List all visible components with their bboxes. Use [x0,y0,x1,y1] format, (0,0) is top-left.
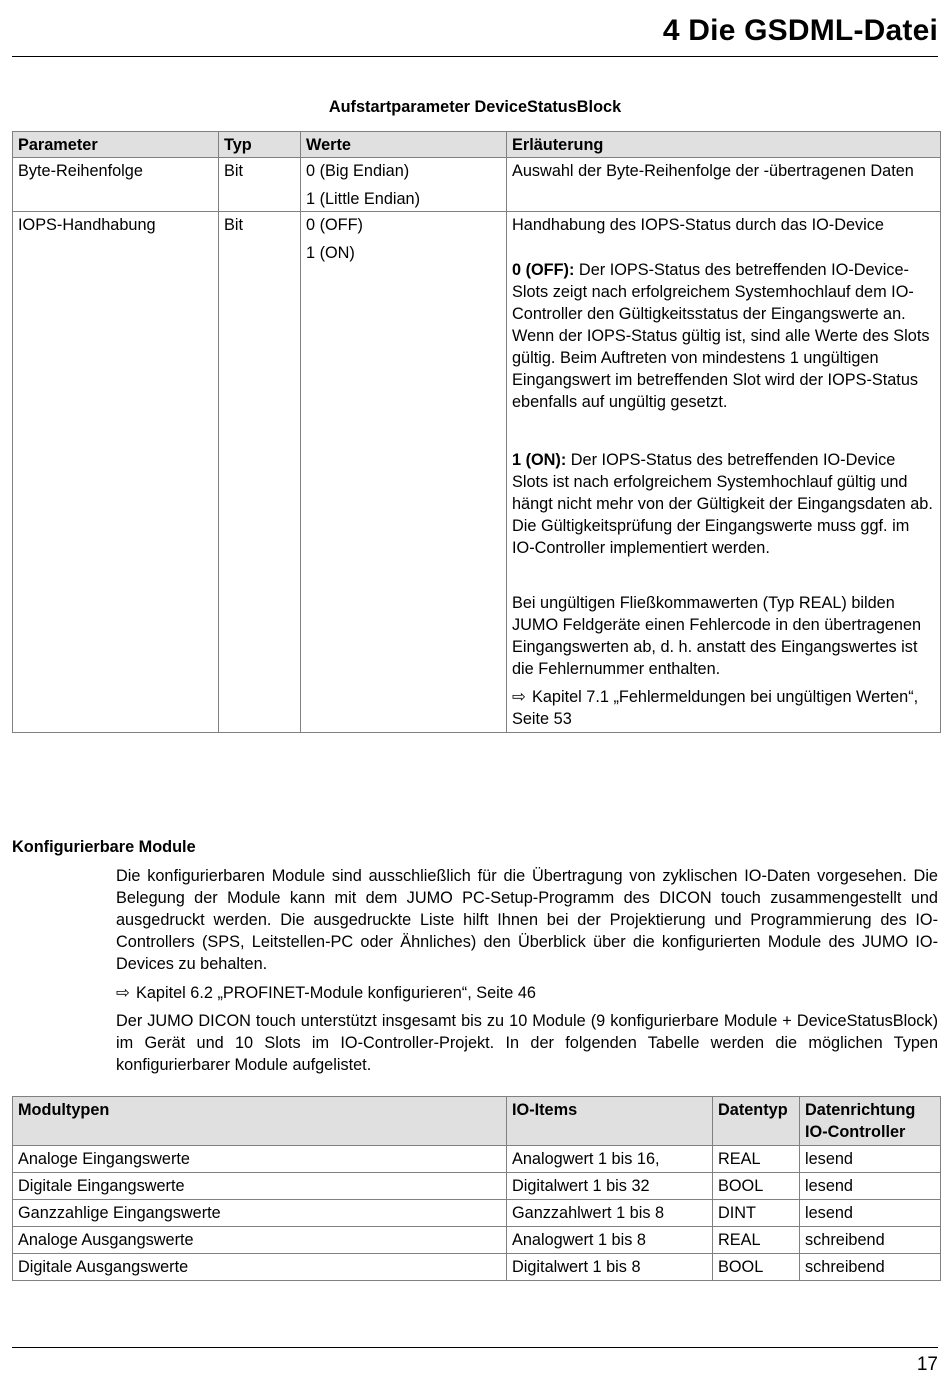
explanation-cell [507,212,941,733]
data-type-cell: BOOL [713,1254,800,1281]
column-header: Parameter [13,132,219,158]
module-type-cell: Digitale Ausgangswerte [13,1254,507,1281]
table-row [13,1173,941,1200]
module-type-cell: Digitale Eingangswerte [13,1173,507,1200]
values-cell [301,212,507,733]
column-header: Modultypen [13,1097,507,1146]
parameter-cell: IOPS-Handhabung [13,212,219,733]
table-row [13,1227,941,1254]
cross-reference [116,982,938,1004]
column-header: Erläuterung [507,132,941,158]
column-header: Datenrichtung IO-Controller [800,1097,941,1146]
table-row [13,1200,941,1227]
values-cell [301,158,507,212]
column-header: Typ [219,132,301,158]
paragraph: Die konfigurierbaren Module sind ausschließlich für die Übertragung von zyklischen IO-Daten vorgesehen. Die Belegung der Module kann mit dem JUMO PC-Setup-Programm des DICON touch zusammengestellt und ausgedruckt werden. Die ausgedruckte Liste hilft Ihnen bei der Projektierung und Programmierung des IO-Controllers (SPS, Leitstellen-PC oder Ähnliches) den Überblick über die konfigurierten Module des JUMO IO-Devices zu behalten. [116,867,938,973]
io-items-cell: Digitalwert 1 bis 8 [507,1254,713,1281]
io-items-cell: Analogwert 1 bis 8 [507,1227,713,1254]
module-type-cell: Analoge Ausgangswerte [13,1227,507,1254]
column-header: IO-Items [507,1097,713,1146]
type-cell: Bit [219,212,301,733]
cross-reference-text: Kapitel 7.1 „Fehlermeldungen bei ungültigen Werten“, Seite 53 [512,688,919,728]
table-row [13,1146,941,1173]
parameter-cell: Byte-Reihenfolge [13,158,219,212]
parameter-table-header-row [13,132,941,158]
data-direction-cell: lesend [800,1146,941,1173]
footer-divider [12,1347,938,1348]
on-text: Der IOPS-Status des betreffenden IO-Device Slots ist nach erfolgreichem Systemhochlauf gültig und hängt nicht mehr von der Gültigkeit der Eingangsdaten ab. Die Gültigkeitsprüfung der Eingangswerte muss ggf. im IO-Controller implementiert werden. [512,451,933,557]
value-line: 0 (OFF) [306,216,363,234]
value-line: 1 (ON) [306,244,355,262]
off-label: 0 (OFF): [512,261,575,279]
data-type-cell: REAL [713,1146,800,1173]
cross-reference [512,686,935,730]
module-table [12,1096,941,1281]
io-items-cell: Analogwert 1 bis 16, [507,1146,713,1173]
io-items-cell: Ganzzahlwert 1 bis 8 [507,1200,713,1227]
real-note: Bei ungültigen Fließkommawerten (Typ REAL) bilden JUMO Feldgeräte einen Fehlercode in den übertragenen Eingangswerten ab, d. h. anstatt des Eingangswertes ist die Fehlernummer enthalten. [512,594,922,678]
chapter-title: 4 Die GSDML-Datei [662,14,938,47]
data-direction-cell: schreibend [800,1254,941,1281]
header-divider [12,56,938,57]
data-direction-cell: schreibend [800,1227,941,1254]
parameter-table [12,131,941,733]
table-row [13,212,941,733]
table-caption: Aufstartparameter DeviceStatusBlock [328,98,622,116]
module-table-header-row [13,1097,941,1146]
data-type-cell: BOOL [713,1173,800,1200]
column-header: Werte [301,132,507,158]
data-type-cell: REAL [713,1227,800,1254]
paragraph: Der JUMO DICON touch unterstützt insgesamt bis zu 10 Module (9 konfigurierbare Module + DeviceStatusBlock) im Gerät und 10 Slots im IO-Controller-Projekt. In der folgenden Tabelle werden die möglichen Typen konfigurierbarer Module aufgelistet. [116,1012,938,1074]
table-row [13,158,941,212]
data-type-cell: DINT [713,1200,800,1227]
data-direction-cell: lesend [800,1173,941,1200]
on-label: 1 (ON): [512,451,567,469]
section-body [116,865,938,1083]
explanation-intro: Handhabung des IOPS-Status durch das IO-Device [512,216,884,234]
explanation-off [512,259,935,413]
cross-reference-text: Kapitel 6.2 „PROFINET-Module konfigurieren“, Seite 46 [136,984,536,1002]
module-type-cell: Ganzzahlige Eingangswerte [13,1200,507,1227]
section-heading: Konfigurierbare Module [12,838,196,856]
explanation-cell: Auswahl der Byte-Reihenfolge der -übertragenen Daten [507,158,941,212]
column-header: Datentyp [713,1097,800,1146]
io-items-cell: Digitalwert 1 bis 32 [507,1173,713,1200]
off-text: Der IOPS-Status des betreffenden IO-Device-Slots zeigt nach erfolgreichem Systemhochlauf dem IO-Controller den Gültigkeitsstatus der Eingangswerte an. Wenn der IOPS-Status gültig ist, sind alle Werte des Slots gültig. Beim Auftreten von mindestens 1 ungültigen Eingangswert im betreffenden Slot wird der IOPS-Status ebenfalls auf ungültig gesetzt. [512,261,930,411]
data-direction-cell: lesend [800,1200,941,1227]
value-line: 1 (Little Endian) [306,190,421,208]
page-number: 17 [916,1354,938,1375]
arrow-right-icon: ⇨ [116,984,130,1002]
explanation-on [512,449,935,559]
arrow-right-icon: ⇨ [512,688,526,706]
value-line: 0 (Big Endian) [306,162,410,180]
table-row [13,1254,941,1281]
module-type-cell: Analoge Eingangswerte [13,1146,507,1173]
type-cell: Bit [219,158,301,212]
